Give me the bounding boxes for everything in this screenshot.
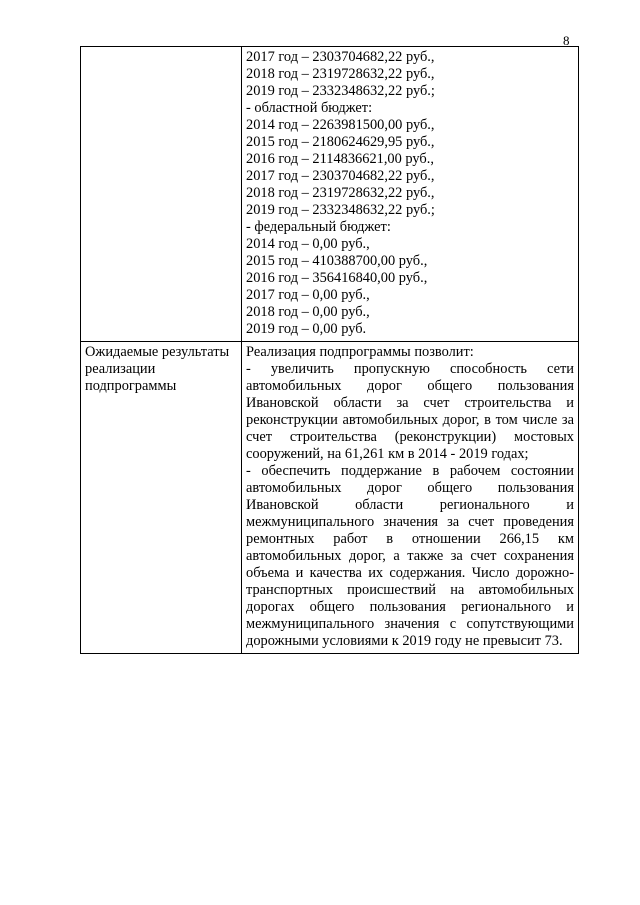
expected-results-cell [242, 342, 579, 654]
funding-line: 2018 год – 0,00 руб., [246, 304, 370, 320]
funding-line: 2015 год – 410388700,00 руб., [246, 253, 428, 269]
table-row-expected-results [81, 342, 579, 654]
funding-line: 2018 год – 2319728632,22 руб., [246, 66, 435, 82]
funding-line: 2014 год – 2263981500,00 руб., [246, 117, 435, 133]
funding-line: 2018 год – 2319728632,22 руб., [246, 185, 435, 201]
funding-line: 2017 год – 2303704682,22 руб., [246, 49, 435, 65]
row-label-expected-results: Ожидаемые результаты реализации подпрограммы [81, 342, 242, 654]
funding-line: 2017 год – 2303704682,22 руб., [246, 168, 435, 184]
funding-line: 2019 год – 2332348632,22 руб.; [246, 202, 435, 218]
funding-line: 2016 год – 356416840,00 руб., [246, 270, 428, 286]
funding-line: 2016 год – 2114836621,00 руб., [246, 151, 434, 167]
table-row-funding [81, 47, 579, 342]
subprogram-passport-table [80, 46, 579, 654]
funding-line: 2017 год – 0,00 руб., [246, 287, 370, 303]
funding-line: 2014 год – 0,00 руб., [246, 236, 370, 252]
results-intro: Реализация подпрограммы позволит: [246, 344, 474, 360]
funding-cell [242, 47, 579, 342]
funding-section-heading: - федеральный бюджет: [246, 219, 391, 235]
funding-line: 2019 год – 0,00 руб. [246, 321, 367, 337]
results-item-2: - обеспечить поддержание в рабочем состоянии автомобильных дорог общего пользования Ивановской области регионального и межмуниципального значения за счет проведения ремонтных работ в отношении 266,15 км автомобильных дорог, а также за счет сохранения объема и качества их содержания. Число дорожно-транспортных происшествий на автомобильных дорогах общего пользования регионального и межмуниципального значения с сопутствующими дорожными условиями к 2019 году не превысит 73. [246, 463, 574, 649]
row-label-empty [81, 47, 242, 342]
funding-line: 2019 год – 2332348632,22 руб.; [246, 83, 435, 99]
results-item-1: - увеличить пропускную способность сети автомобильных дорог общего пользования Ивановской области за счет строительства и реконструкции автомобильных дорог, в том числе за счет строительства (реконструкции) мостовых сооружений, на 61,261 км в 2014 - 2019 годах; [246, 361, 574, 462]
funding-line: 2015 год – 2180624629,95 руб., [246, 134, 435, 150]
funding-section-heading: - областной бюджет: [246, 100, 373, 116]
page-number: 8 [563, 33, 570, 48]
